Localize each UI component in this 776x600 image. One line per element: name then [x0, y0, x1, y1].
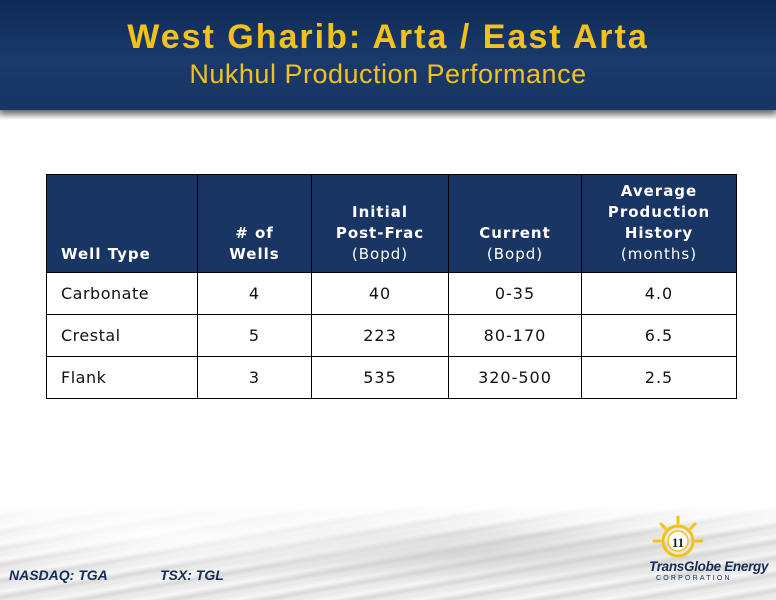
cell-well-type: Flank — [47, 357, 198, 399]
col-header-label: Average — [620, 182, 698, 200]
cell-well-type: Crestal — [47, 315, 198, 357]
col-header-label: Post-Frac — [335, 224, 425, 242]
col-header-label: Well Type — [61, 245, 151, 263]
col-header-current — [449, 175, 582, 273]
col-header-history — [582, 175, 737, 273]
col-header-label: Production — [607, 203, 711, 221]
col-header-well-type — [47, 175, 198, 273]
col-header-initial — [312, 175, 449, 273]
col-header-unit: (Bopd) — [351, 245, 409, 263]
cell-initial: 535 — [312, 357, 449, 399]
cell-wells: 3 — [198, 357, 312, 399]
cell-history: 6.5 — [582, 315, 737, 357]
col-header-label: History — [624, 224, 694, 242]
cell-current: 320-500 — [449, 357, 582, 399]
slide-title: West Gharib: Arta / East Arta — [127, 18, 649, 56]
table-row — [47, 273, 737, 315]
cell-current: 0-35 — [449, 273, 582, 315]
cell-history: 2.5 — [582, 357, 737, 399]
cell-initial: 223 — [312, 315, 449, 357]
col-header-unit: (Bopd) — [486, 245, 544, 263]
cell-well-type: Carbonate — [47, 273, 198, 315]
col-header-label: Initial — [352, 203, 408, 221]
cell-wells: 4 — [198, 273, 312, 315]
production-table — [46, 174, 737, 399]
col-header-unit: (months) — [620, 245, 698, 263]
cell-initial: 40 — [312, 273, 449, 315]
col-header-label: Current — [479, 224, 551, 242]
tsx-ticker: TSX: TGL — [160, 567, 224, 583]
col-header-label: # of — [235, 224, 274, 242]
company-corporation-label: CORPORATION — [656, 575, 732, 582]
table-header-row — [47, 175, 737, 273]
page-number: 11 — [671, 535, 685, 550]
company-name: TransGlobe Energy — [649, 559, 769, 574]
slide-subtitle: Nukhul Production Performance — [189, 59, 587, 89]
col-header-wells — [198, 175, 312, 273]
nasdaq-ticker: NASDAQ: TGA — [9, 567, 108, 583]
cell-current: 80-170 — [449, 315, 582, 357]
cell-history: 4.0 — [582, 273, 737, 315]
header-banner — [0, 0, 776, 110]
cell-wells: 5 — [198, 315, 312, 357]
table-row — [47, 315, 737, 357]
col-header-label: Wells — [229, 245, 280, 263]
table-row — [47, 357, 737, 399]
